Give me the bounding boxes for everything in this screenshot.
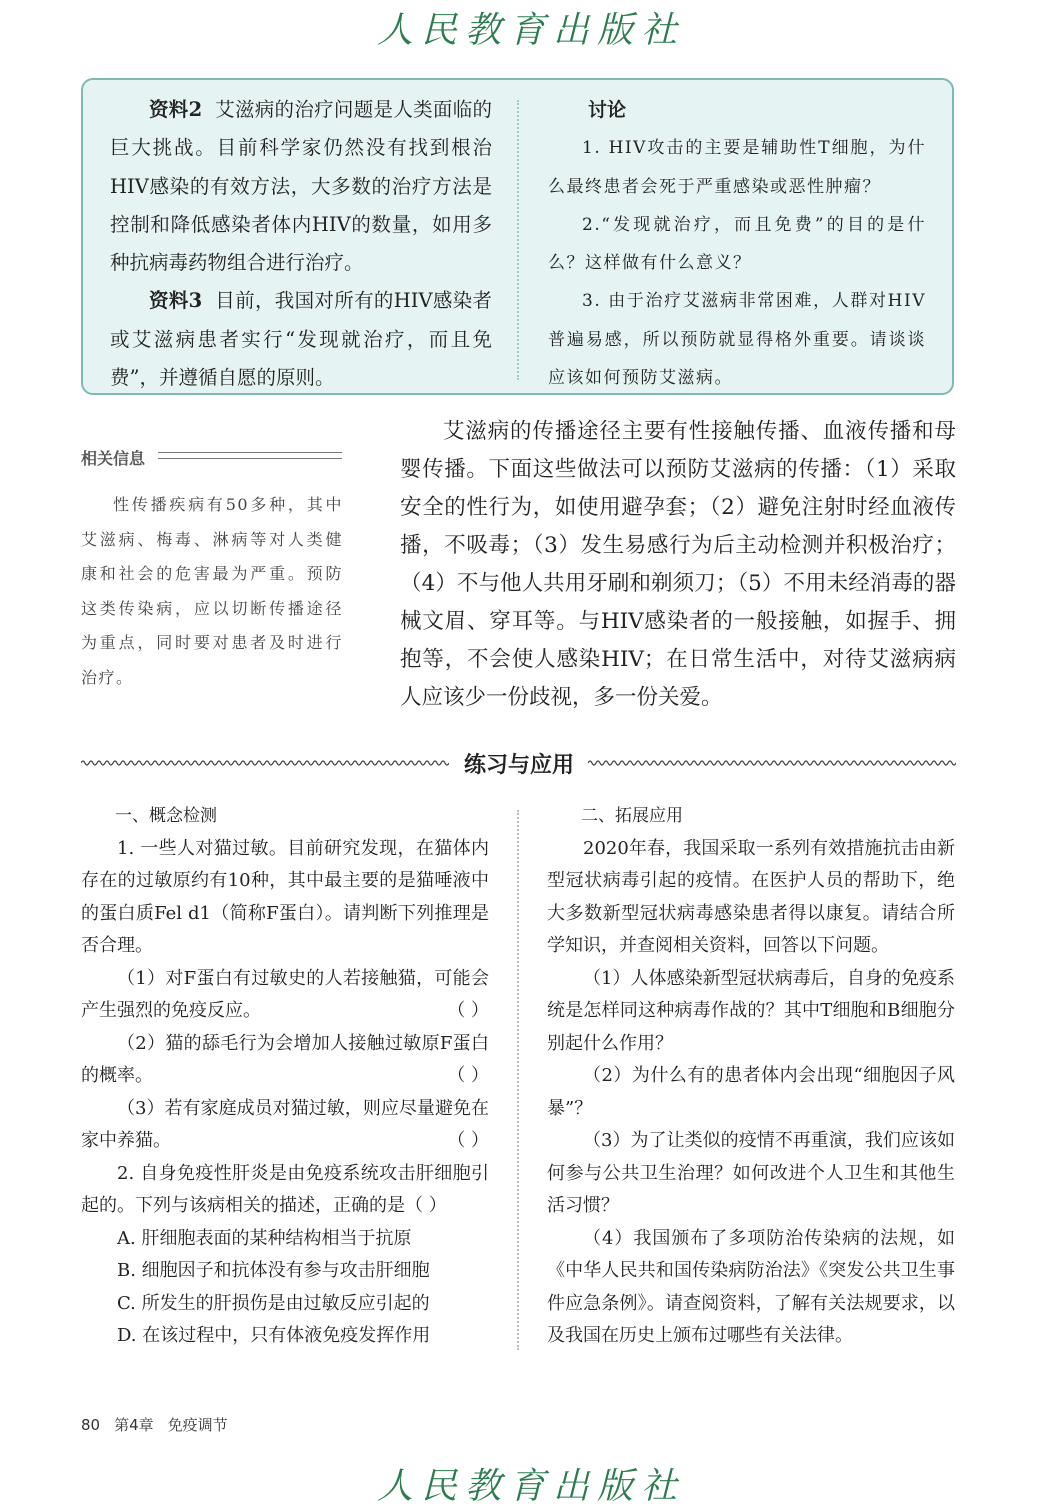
answer-bracket: （ ） <box>447 1130 489 1151</box>
wave-rule-left <box>81 756 449 770</box>
exercises-right-column <box>547 800 955 1353</box>
material-2 <box>110 91 492 282</box>
discussion-title: 讨论 <box>588 99 627 121</box>
page-number: 80 <box>81 1416 101 1434</box>
concept-check-heading: 一、概念检测 <box>115 806 217 826</box>
question-1-item-3 <box>81 1093 489 1158</box>
extension-heading: 二、拓展应用 <box>581 806 683 826</box>
chapter-label: 第4章 <box>114 1416 154 1434</box>
material-3 <box>110 282 492 397</box>
item-text: （3）若有家庭成员对猫过敏，则应尽量避免在家中养猫。 <box>81 1097 489 1151</box>
discussion-item: 3. 由于治疗艾滋病非常困难，人群对HIV普遍易感，所以预防就显得格外重要。请谈谈应该如何预防艾滋病。 <box>548 291 926 389</box>
material-2-text: 艾滋病的治疗问题是人类面临的巨大挑战。目前科学家仍然没有找到根治HIV感染的有效方法，大多数的治疗方法是控制和降低感染者体内HIV的数量，如用多种抗病毒药物组合进行治疗。 <box>110 98 492 275</box>
wave-rule-right <box>588 756 956 770</box>
sidebar-text-block <box>81 488 343 695</box>
discussion-item: 1. HIV攻击的主要是辅助性T细胞，为什么最终患者会死于严重感染或恶性肿瘤？ <box>548 138 926 197</box>
question-2-option-c: C. 所发生的肝损伤是由过敏反应引起的 <box>117 1292 430 1314</box>
material-2-label: 资料2 <box>149 98 203 121</box>
question-2-option-d: D. 在该过程中，只有体液免疫发挥作用 <box>117 1325 431 1346</box>
sidebar-heading-rule <box>158 452 342 459</box>
extension-item: （2）为什么有的患者体内会出现“细胞因子风暴”？ <box>547 1065 955 1119</box>
materials-column <box>110 91 492 397</box>
extension-intro: 2020年春，我国采取一系列有效措施抗击由新型冠状病毒引起的疫情。在医护人员的帮助下，绝大多数新型冠状病毒感染患者得以康复。请结合所学知识，并查阅相关资料，回答以下问题。 <box>547 837 955 956</box>
sidebar-text: 性传播疾病有50多种，其中艾滋病、梅毒、淋病等对人类健康和社会的危害最为严重。预防这类传染病，应以切断传播途径为重点，同时要对患者及时进行治疗。 <box>81 495 343 687</box>
question-2-stem: 2. 自身免疫性肝炎是由免疫系统攻击肝细胞引起的。下列与该病相关的描述，正确的是（ ） <box>81 1162 489 1216</box>
question-1-item-2 <box>81 1028 489 1093</box>
question-1-item-1 <box>81 963 489 1028</box>
item-text: （2）猫的舔毛行为会增加人接触过敏原F蛋白的概率。 <box>81 1032 489 1086</box>
question-2-option-b: B. 细胞因子和抗体没有参与攻击肝细胞 <box>117 1260 430 1281</box>
chapter-title: 免疫调节 <box>167 1416 228 1434</box>
material-box-divider <box>517 100 519 380</box>
extension-item: （3）为了让类似的疫情不再重演，我们应该如何参与公共卫生治理？如何改进个人卫生和其他生活习惯？ <box>547 1130 955 1216</box>
exercises-title: 练习与应用 <box>463 753 574 778</box>
discussion-column <box>548 91 926 397</box>
sidebar-heading: 相关信息 <box>81 449 146 468</box>
page-footer <box>81 1414 242 1435</box>
extension-item: （1）人体感染新型冠状病毒后，自身的免疫系统是怎样同这种病毒作战的？其中T细胞和B细胞分别起什么作用？ <box>547 967 955 1054</box>
answer-bracket: （ ） <box>447 1000 489 1021</box>
material-3-text: 目前，我国对所有的HIV感染者或艾滋病患者实行“发现就治疗，而且免费”，并遵循自愿的原则。 <box>110 289 493 390</box>
extension-item: （4）我国颁布了多项防治传染病的法规，如《中华人民共和国传染病防治法》《突发公共卫生事件应急条例》。请查阅资料，了解有关法规要求，以及我国在历史上颁布过哪些有关法律。 <box>547 1227 955 1346</box>
answer-bracket: （ ） <box>447 1065 489 1086</box>
main-paragraph: 艾滋病的传播途径主要有性接触传播、血液传播和母婴传播。下面这些做法可以预防艾滋病的传播：（1）采取安全的性行为，如使用避孕套；（2）避免注射时经血液传播，不吸毒；（3）发生易感行为后主动检测并积极治疗；（4）不与他人共用牙刷和剃须刀；（5）不用未经消毒的器械文眉、穿耳等。与HIV感染者的一般接触，如握手、拥抱等，不会使人感染HIV；在日常生活中，对待艾滋病病人应该少一份歧视，多一份关爱。 <box>400 419 956 710</box>
publisher-logo-top: 人民教育出版社 <box>376 10 685 51</box>
item-text: （1）对F蛋白有过敏史的人若接触猫，可能会产生强烈的免疫反应。 <box>81 967 489 1021</box>
question-1-stem: 1. 一些人对猫过敏。目前研究发现，在猫体内存在的过敏原约有10种，其中最主要的是猫唾液中的蛋白质Fel d1（简称F蛋白）。请判断下列推理是否合理。 <box>81 837 489 956</box>
discussion-item: 2.“发现就治疗，而且免费”的目的是什么？这样做有什么意义？ <box>548 214 926 274</box>
exercises-left-column <box>81 800 489 1353</box>
question-2-option-a: A. 肝细胞表面的某种结构相当于抗原 <box>117 1227 412 1249</box>
publisher-logo-bottom: 人民教育出版社 <box>376 1466 685 1507</box>
exercises-divider <box>517 810 519 1350</box>
material-3-label: 资料3 <box>149 289 203 313</box>
